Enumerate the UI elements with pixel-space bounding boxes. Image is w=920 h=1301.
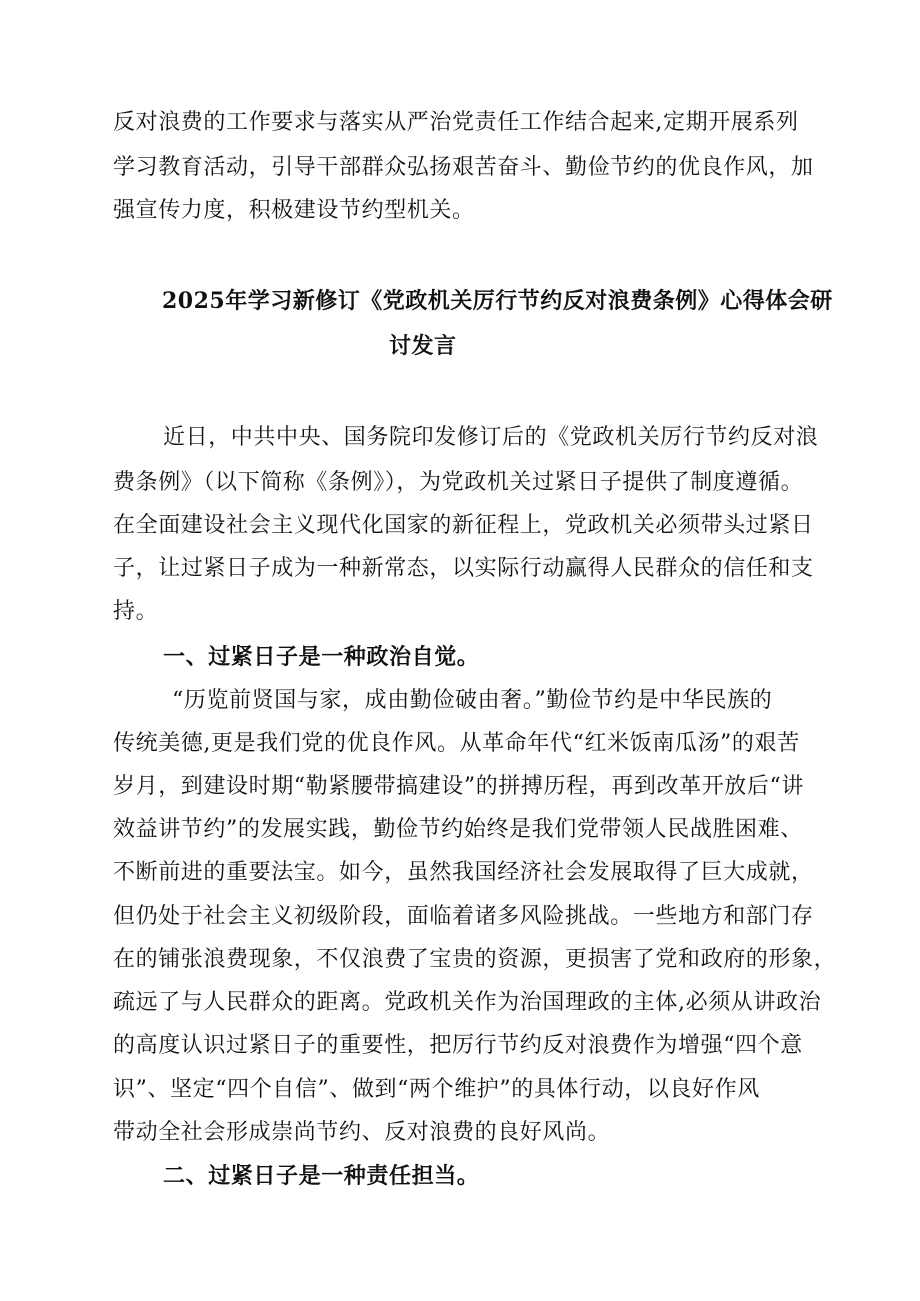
paragraph-line: 子，让过紧日子成为一种新常态，以实际行动赢得人民群众的信任和支	[113, 556, 814, 581]
paragraph-line: 的高度认识过紧日子的重要性，把厉行节约反对浪费作为增强“四个意	[113, 1033, 803, 1058]
paragraph-line: 费条例》（以下简称《条例》），为党政机关过紧日子提供了制度遵循。	[113, 470, 804, 495]
paragraph-line: “历览前贤国与家，成由勤俭破由奢。”勤俭节约是中华民族的	[172, 688, 773, 713]
paragraph-line: 传统美德,更是我们党的优良作风。从革命年代“红米饭南瓜汤”的艰苦	[113, 731, 800, 756]
intro-line: 强宣传力度，积极建设节约型机关。	[113, 198, 475, 223]
paragraph-line: 近日，中共中央、国务院印发修订后的《党政机关厉行节约反对浪	[163, 425, 819, 450]
paragraph-line: 持。	[113, 599, 159, 624]
paragraph-line: 但仍处于社会主义初级阶段，面临着诸多风险挑战。一些地方和部门存	[113, 904, 814, 929]
paragraph-line: 岁月，到建设时期“勒紧腰带搞建设”的拼搏历程，再到改革开放后“讲	[113, 774, 804, 799]
paragraph-line: 在全面建设社会主义现代化国家的新征程上，党政机关必须带头过紧日	[113, 513, 814, 538]
paragraph-line: 带动全社会形成崇尚节约、反对浪费的良好风尚。	[113, 1120, 611, 1145]
document-title-line-1: 2025年学习新修订《党政机关厉行节约反对浪费条例》心得体会研	[162, 288, 833, 314]
paragraph-line: 效益讲节约”的发展实践，勤俭节约始终是我们党带领人民战胜困难、	[113, 817, 803, 842]
paragraph-line: 不断前进的重要法宝。如今，虽然我国经济社会发展取得了巨大成就，	[113, 860, 814, 885]
paragraph-line: 在的铺张浪费现象，不仅浪费了宝贵的资源，更损害了党和政府的形象，	[113, 947, 837, 972]
document-title-line-2: 讨发言	[389, 333, 457, 359]
section-heading-1: 一、过紧日子是一种政治自觉。	[163, 644, 480, 670]
intro-line: 反对浪费的工作要求与落实从严治党责任工作结合起来,定期开展系列	[113, 110, 799, 135]
paragraph-line: 疏远了与人民群众的距离。党政机关作为治国理政的主体,必须从讲政治	[113, 990, 822, 1015]
intro-line: 学习教育活动，引导干部群众弘扬艰苦奋斗、勤俭节约的优良作风，加	[113, 155, 814, 180]
paragraph-line: 识”、坚定“四个自信”、做到“两个维护”的具体行动，以良好作风	[113, 1077, 760, 1102]
section-heading-2: 二、过紧日子是一种责任担当。	[163, 1163, 480, 1189]
